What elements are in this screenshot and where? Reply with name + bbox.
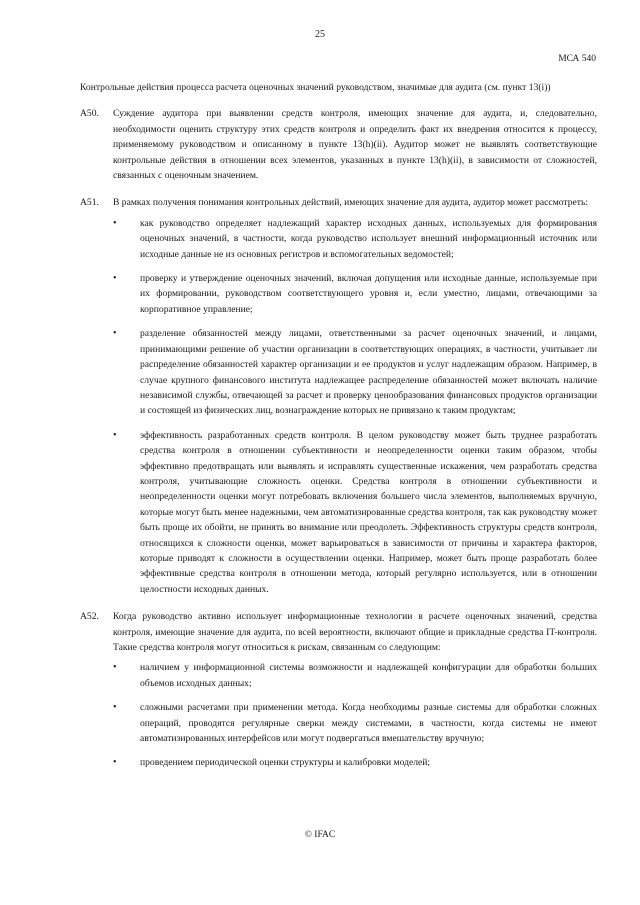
section-heading: Контрольные действия процесса расчета оценочных значений руководством, значимые для аудита (см. пункт 13(i)) [80, 82, 551, 93]
bullet-item [113, 755, 597, 770]
bullet-icon: • [113, 273, 117, 285]
footer-copyright: © IFAC [304, 830, 336, 840]
bullet-text: как руководство определяет надлежащий характер исходных данных, используемых для формирования оценочных значений, в частности, когда руководство использует внешний информационный источник или исходные данные не из основных регистров и вспомогательных ведомостей; [140, 217, 597, 260]
bullet-list [113, 660, 597, 770]
paragraph-number: A51. [80, 197, 99, 209]
bullet-text: сложными расчетами при применении метода. Когда необходимы разные системы для обработки сложных операций, проводятся регулярные сверки между системами, в частности, когда системы не имеют автоматизированных интерфейсов или могут подвергаться вмешательству вручную; [140, 702, 597, 745]
bullet-item [113, 428, 597, 597]
bullet-icon: • [113, 217, 117, 229]
page-number: 25 [315, 29, 325, 40]
bullet-item [113, 660, 597, 691]
bullet-text: проверку и утверждение оценочных значений, включая допущения или исходные данные, используемые при их формировании, руководством соответствующего уровня и, если уместно, лицами, отвечающими за корпоративное управление; [140, 273, 597, 315]
document-body [80, 80, 597, 783]
bullet-text: эффективность разработанных средств контроля. В целом руководству может быть труднее разработать средства контроля в отношении субъективности и неопределенности оценки таким образом, чтобы эффективно предотвращать или выявлять и исправлять существенные искажения, чем разработать средства контроля, учитывающие сложность оценки. Средства контроля в отношении субъективности и неопределенности оценки могут потребовать включения большего числа элементов, выполняемых вручную, которые могут быть менее надежными, чем автоматизированные средства контроля, так как руководству может быть проще их обойти, не принять во внимание или преодолеть. Эффективность структуры средств контроля, относящихся к сложности оценки, может варьироваться в зависимости от причины и характера факторов, которые приводят к сложности в осуществлении оценки. Например, может быть проще разработать более эффективные средства контроля в отношении метода, который регулярно используется, или в отношении целостности исходных данных. [140, 429, 597, 595]
bullet-icon: • [113, 429, 117, 441]
bullet-item [113, 216, 597, 262]
bullet-icon: • [113, 328, 117, 340]
bullet-list [113, 216, 597, 597]
paragraph-text: Когда руководство активно использует информационные технологии в расчете оценочных значений, средства контроля, имеющие значение для аудита, по всей вероятности, включают общие и прикладные средства IT-контроля. Такие средства контроля могут относиться к рискам, связанным со следующим: [113, 611, 597, 653]
bullet-icon: • [113, 662, 117, 674]
bullet-item [113, 326, 597, 418]
bullet-icon: • [113, 702, 117, 714]
paragraph-number: A52. [80, 611, 99, 623]
paragraph-text: Суждение аудитора при выявлении средств контроля, имеющих значение для аудита, и, следовательно, необходимости оценить структуру этих средств контроля и определить факт их внедрения относится к процессу, применяемому руководством и описанному в пункте 13(h)(ii). Аудитор может не выявлять соответствующие контрольные действия в отношении всех элементов, указанных в пункте 13(h)(ii), в зависимости от сложностей, связанных с оценочным значением. [113, 108, 597, 182]
paragraph-a50 [80, 106, 597, 183]
bullet-text: наличием у информационной системы возможности и надлежащей конфигурации для обработки больших объемов исходных данных; [140, 662, 597, 689]
standard-code: МСА 540 [558, 54, 596, 64]
bullet-text: проведением периодической оценки структуры и калибровки моделей; [140, 757, 431, 769]
paragraph-number: A50. [80, 108, 99, 120]
bullet-item [113, 271, 597, 317]
bullet-item [113, 700, 597, 746]
paragraph-a51 [80, 195, 597, 597]
bullet-icon: • [113, 757, 117, 769]
paragraph-list [80, 106, 597, 770]
paragraph-text: В рамках получения понимания контрольных действий, имеющих значение для аудита, аудитор может рассмотреть: [113, 197, 589, 209]
paragraph-a52 [80, 609, 597, 771]
bullet-text: разделение обязанностей между лицами, ответственными за расчет оценочных значений, и лицами, принимающими решение об участии организации в соответствующих операциях, в частности, учитывает ли распределение обязанностей характер организации и ее продуктов и услуг надлежащим образом. Например, в случае крупного финансового института надлежащее распределение обязанностей может включать наличие независимой службы, отвечающей за расчет и проверку ценообразования финансовых продуктов организации и состоящей из физических лиц, вознаграждение которых не привязано к таким продуктам; [140, 328, 597, 417]
